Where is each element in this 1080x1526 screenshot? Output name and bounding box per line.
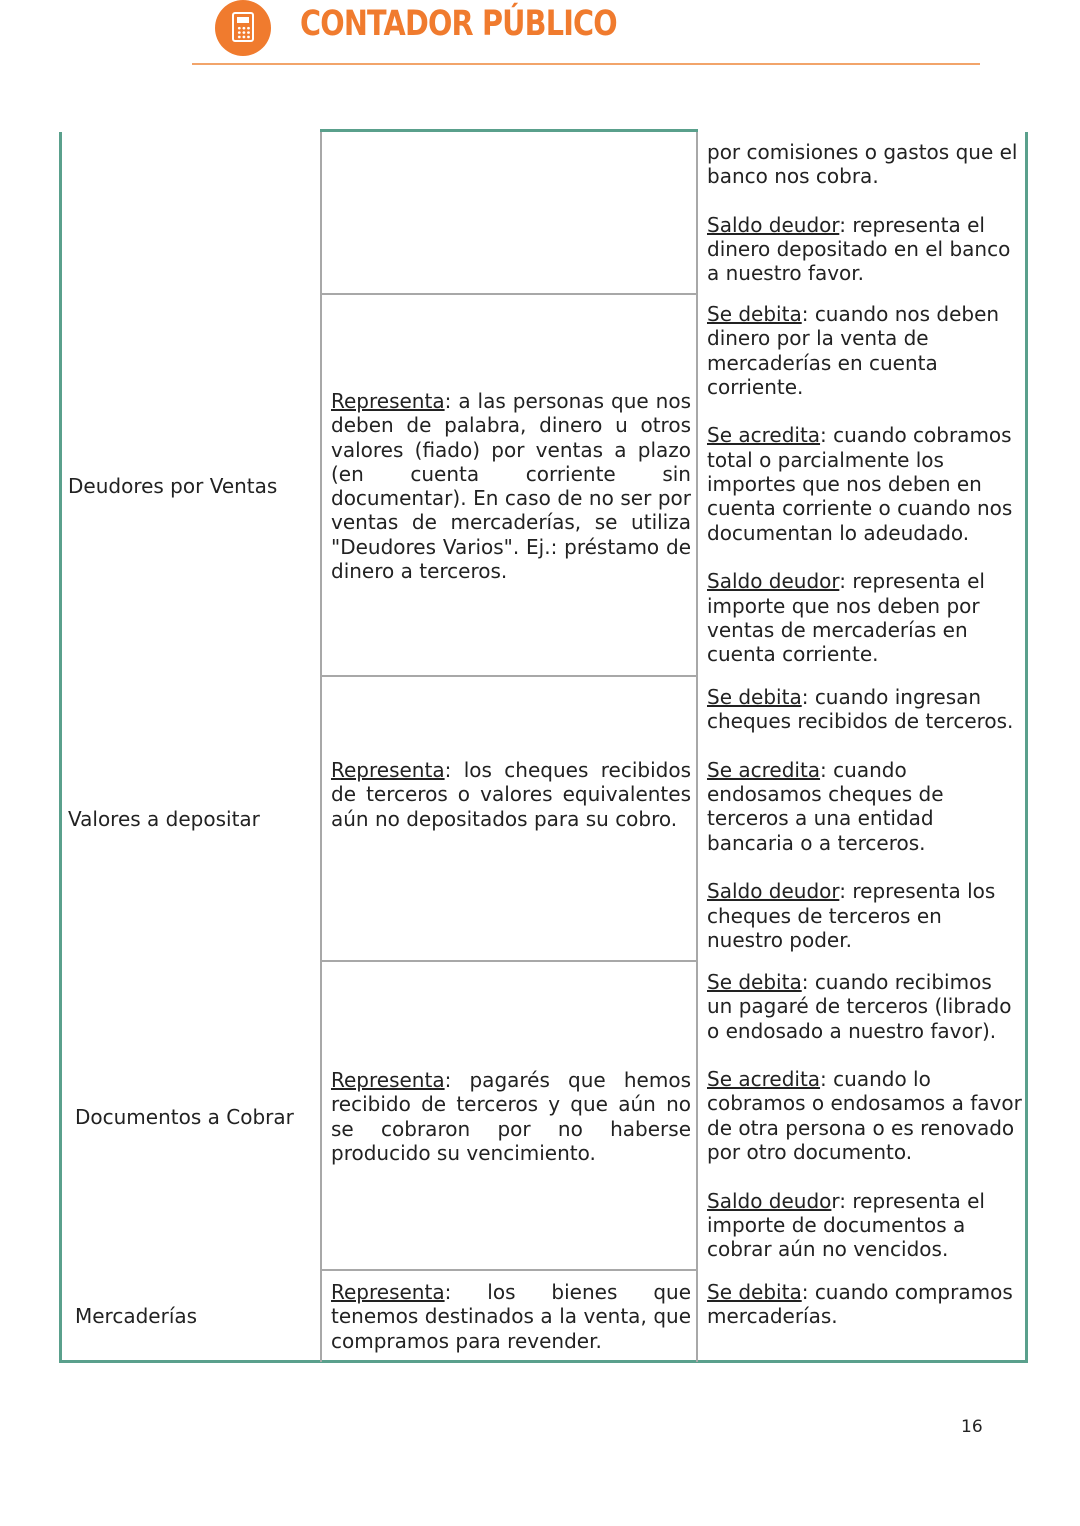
column-divider-2 (696, 132, 698, 1362)
detail-cell: Se debita: cuando nos deben dinero por la venta de mercaderías en cuenta corriente. Se acredita: cuando cobramos total o parcialmente los importes que nos deben en cuenta corriente o cuando nos documentan lo adeudado. Saldo deudor: representa el importe que nos deben por ventas de mercaderías en cuenta corriente. (707, 302, 1013, 667)
page-header (0, 0, 1080, 70)
description-cell: Representa: los cheques recibidos de terceros o valores equivalentes aún no depositados para su cobro. (331, 758, 691, 831)
description-cell: Representa: pagarés que hemos recibido de terceros y que aún no se cobraron por no haberse producido su vencimiento. (331, 1068, 691, 1165)
column-divider-1 (320, 132, 322, 1362)
table-bottom-border (59, 1360, 1028, 1363)
header-divider (192, 63, 980, 65)
row-divider (320, 293, 698, 295)
detail-cell: Se debita: cuando ingresan cheques recibidos de terceros. Se acredita: cuando endosamos cheques de terceros a una entidad bancaria o a terceros. Saldo deudor: representa los cheques de terceros en nuestro poder. (707, 685, 1014, 952)
detail-cell: Se debita: cuando recibimos un pagaré de terceros (librado o endosado a nuestro favor). Se acredita: cuando lo cobramos o endosamos a favor de otra persona o es renovado por otro documento. Saldo deudor: representa el importe de documentos a cobrar aún no vencidos. (707, 970, 1022, 1262)
description-cell: Representa: los bienes que tenemos destinados a la venta, que compramos para revender. (331, 1280, 691, 1353)
page-number: 16 (961, 1417, 983, 1437)
account-name: Valores a depositar (68, 807, 260, 831)
brand-title: CONTADOR PÚBLICO (300, 4, 617, 44)
middle-column-top-border (320, 129, 698, 132)
detail-cell: por comisiones o gastos que el banco nos cobra. Saldo deudor: representa el dinero depositado en el banco a nuestro favor. (707, 140, 1018, 286)
table-left-border (59, 132, 62, 1363)
account-name: Deudores por Ventas (68, 474, 278, 498)
row-divider (320, 675, 698, 677)
account-name: Documentos a Cobrar (75, 1105, 294, 1129)
account-name: Mercaderías (75, 1304, 198, 1328)
calculator-icon (232, 12, 254, 42)
description-cell: Representa: a las personas que nos deben de palabra, dinero u otros valores (fiado) por ventas a plazo (en cuenta corriente sin documentar). En caso de no ser por ventas de mercaderías, se utiliza "Deudores Varios". Ej.: préstamo de dinero a terceros. (331, 389, 691, 584)
row-divider (320, 960, 698, 962)
row-divider (320, 1269, 698, 1271)
detail-cell: Se debita: cuando compramos mercaderías. (707, 1280, 1013, 1329)
table-right-border (1025, 132, 1028, 1363)
